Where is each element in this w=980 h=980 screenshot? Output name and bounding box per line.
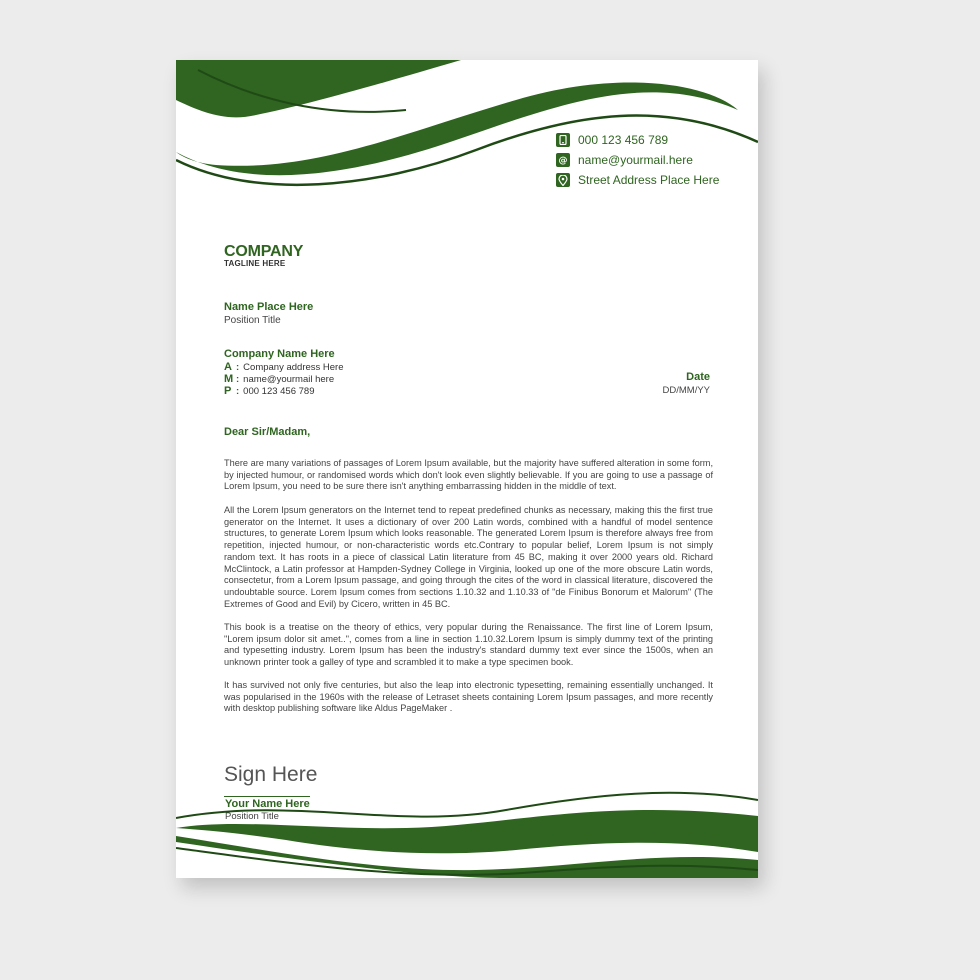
body-paragraph-3: This book is a treatise on the theory of ethics, very popular during the Renaissance. The first line of Lorem Ipsum, "Lorem ipsum dolor sit amet..", comes from a line in section 1.10.32.Lorem Ipsum is simply dummy text of the printing and typesetting industry. Lorem Ipsum has been the industry's standard dummy text ever since the 1500s, when an unknown printer took a galley of type and scrambled it to make a type specimen book. (224, 622, 713, 668)
header-phone-row (556, 132, 668, 148)
body-paragraph-1: There are many variations of passages of Lorem Ipsum available, but the majority have suffered alteration in some form, by injected humour, or randomised words which don't look even slightly believable. If you are going to use a passage of Lorem Ipsum, you need to be sure there isn't anything embarrassing hidden in the middle of text. (224, 458, 713, 492)
location-icon (556, 173, 570, 187)
letterhead-page (176, 60, 758, 878)
header-phone: 000 123 456 789 (578, 133, 669, 147)
header-email: name@yourmail.here (578, 153, 693, 167)
signer-name: Your Name Here (225, 798, 310, 810)
date-value: DD/MM/YY (662, 385, 710, 396)
header-address-row (556, 172, 719, 188)
svg-text:@: @ (558, 156, 568, 165)
header-email-row (556, 152, 693, 168)
company-phone-line (224, 385, 315, 397)
company-address: Company address Here (243, 361, 344, 373)
phone-icon (556, 133, 570, 147)
bottom-wave-decoration (176, 790, 758, 878)
company-email: name@yourmail here (243, 373, 335, 385)
address-colon: : (236, 361, 240, 373)
recipient-name: Name Place Here (224, 301, 314, 313)
date-label: Date (686, 371, 710, 383)
body-paragraph-4: It has survived not only five centuries, but also the leap into electronic typesetting, remaining essentially unchanged. It was popularised in the 1960s with the release of Letraset sheets containing Lorem Ipsum passages, and more recently with desktop publishing software like Aldus PageMaker . (224, 680, 713, 714)
company-phone: 000 123 456 789 (243, 385, 315, 397)
header-address: Street Address Place Here (578, 173, 720, 187)
email-icon (556, 153, 570, 167)
company-block-title: Company Name Here (224, 348, 335, 360)
company-email-line (224, 373, 334, 385)
salutation: Dear Sir/Madam, (224, 426, 311, 438)
phone-letter: P (224, 385, 232, 397)
body-paragraph-2: All the Lorem Ipsum generators on the Internet tend to repeat predefined chunks as necessary, making this the first true generator on the Internet. It uses a dictionary of over 200 Latin words, combined with a handful of model sentence structures, to generate Lorem Ipsum which looks reasonable. The generated Lorem Ipsum is therefore always free from repetition, injected humour, or non-characteristic words etc.Contrary to popular belief, Lorem Ipsum is not simply random text. It has roots in a piece of classical Latin literature from 45 BC, making it over 2000 years old. Richard McClintock, a Latin professor at Hampden-Sydney College in Virginia, looked up one of the more obscure Latin words, consectetur, from a Lorem Ipsum passage, and going through the cites of the word in classical literature, discovered the undoubtable source. Lorem Ipsum comes from sections 1.10.32 and 1.10.33 of "de Finibus Bonorum et Malorum" (The Extremes of Good and Evil) by Cicero, written in 45 BC. (224, 505, 713, 609)
company-address-line (224, 361, 344, 373)
company-tagline: TAGLINE HERE (224, 259, 286, 268)
email-colon: : (236, 373, 240, 385)
address-letter: A (224, 361, 232, 373)
phone-colon: : (236, 385, 240, 397)
signer-position: Position Title (225, 811, 279, 822)
email-letter: M (224, 373, 234, 385)
company-logo-text: COMPANY (224, 243, 304, 260)
sign-here-label: Sign Here (224, 763, 318, 786)
recipient-position: Position Title (224, 315, 281, 326)
